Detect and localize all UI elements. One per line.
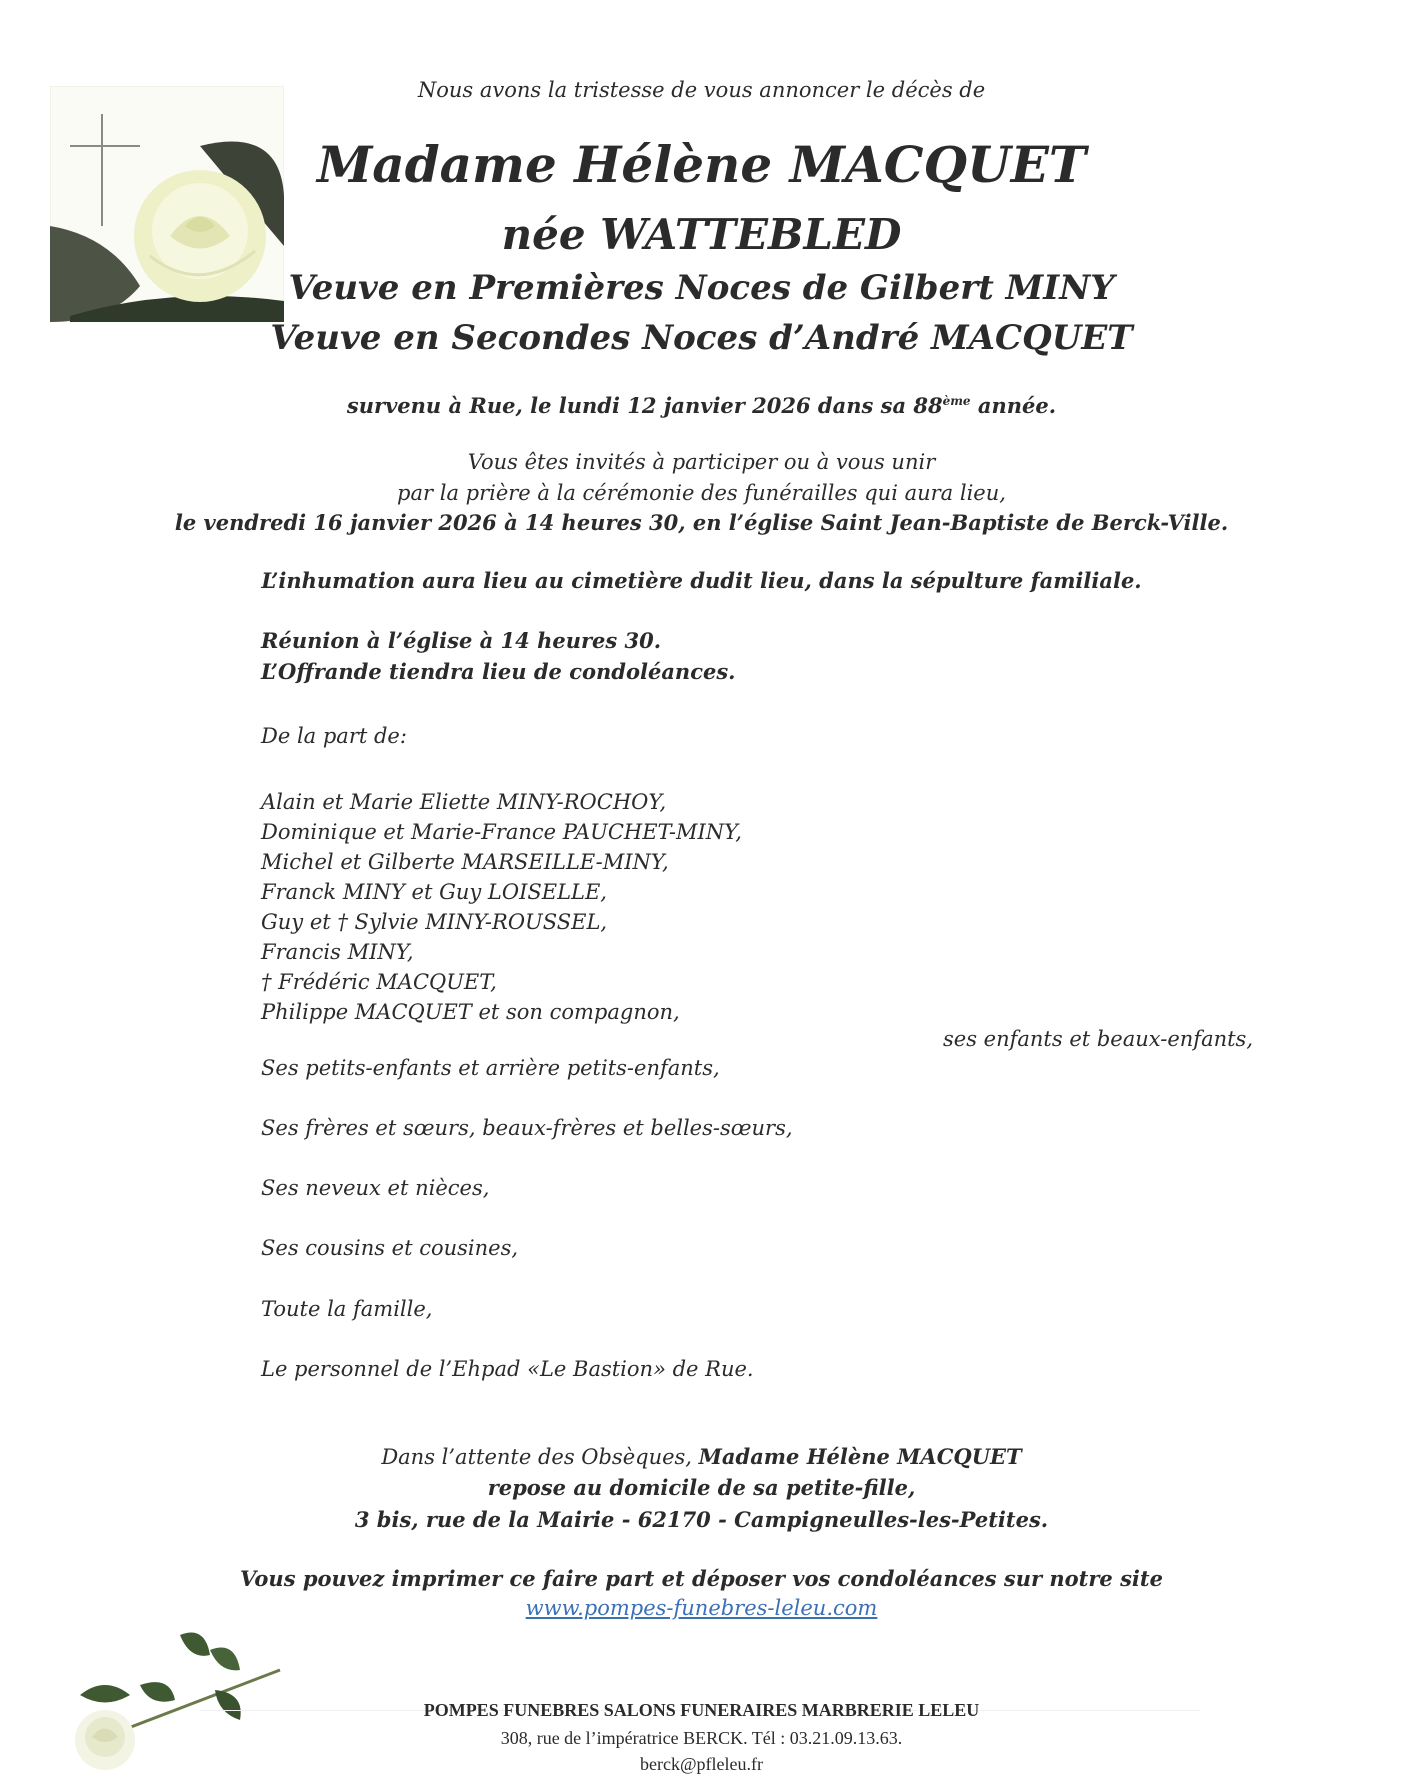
intro-text: Nous avons la tristesse de vous annoncer le décès de xyxy=(417,78,986,102)
family-member: Dominique et Marie-France PAUCHET-MINY, xyxy=(261,820,742,844)
invitation-line-1: Vous êtes invités à participer ou à vous unir xyxy=(467,450,936,474)
family-member: Franck MINY et Guy LOISELLE, xyxy=(261,880,607,904)
death-superscript: ème xyxy=(942,394,971,408)
children-label: ses enfants et beaux-enfants, xyxy=(943,1027,1254,1051)
death-details xyxy=(0,393,1403,418)
inhumation-text: L’inhumation aura lieu au cimetière dudit lieu, dans la sépulture familiale. xyxy=(261,568,1142,593)
family-member: † Frédéric MACQUET, xyxy=(261,970,497,994)
offrande-text: L’Offrande tiendra lieu de condoléances. xyxy=(261,659,736,684)
first-marriage: Veuve en Premières Noces de Gilbert MINY xyxy=(288,268,1115,308)
relatives-siblings: Ses frères et sœurs, beaux-frères et belles-sœurs, xyxy=(261,1116,793,1140)
attente-line-1 xyxy=(0,1444,1403,1469)
relatives-staff: Le personnel de l’Ehpad «Le Bastion» de Rue. xyxy=(261,1357,754,1381)
de-la-part-text: De la part de: xyxy=(261,724,407,748)
attente-name: Madame Hélène MACQUET xyxy=(698,1444,1022,1469)
reunion-text: Réunion à l’église à 14 heures 30. xyxy=(261,628,662,653)
invitation-line-3: le vendredi 16 janvier 2026 à 14 heures 30, en l’église Saint Jean-Baptiste de Berck-Ville. xyxy=(174,510,1229,535)
relatives-grandchildren: Ses petits-enfants et arrière petits-enfants, xyxy=(261,1056,720,1080)
website-link[interactable]: www.pompes-funebres-leleu.com xyxy=(525,1596,878,1620)
family-member: Philippe MACQUET et son compagnon, xyxy=(261,1000,680,1024)
invitation-line-2: par la prière à la cérémonie des funérailles qui aura lieu, xyxy=(397,481,1006,505)
family-member: Michel et Gilberte MARSEILLE-MINY, xyxy=(261,850,669,874)
white-rose-image xyxy=(70,1615,285,1775)
print-notice: Vous pouvez imprimer ce faire part et déposer vos condoléances sur notre site xyxy=(240,1566,1163,1591)
relatives-cousins: Ses cousins et cousines, xyxy=(261,1236,519,1260)
family-list xyxy=(261,787,742,1027)
family-member: Alain et Marie Eliette MINY-ROCHOY, xyxy=(261,790,667,814)
relatives-family: Toute la famille, xyxy=(261,1297,433,1321)
deceased-name: Madame Hélène MACQUET xyxy=(316,135,1087,194)
attente-line-2: repose au domicile de sa petite-fille, xyxy=(487,1475,916,1500)
attente-address: 3 bis, rue de la Mairie - 62170 - Campigneulles-les-Petites. xyxy=(354,1507,1049,1532)
family-member: Guy et † Sylvie MINY-ROUSSEL, xyxy=(261,910,608,934)
second-marriage: Veuve en Secondes Noces d’André MACQUET xyxy=(270,318,1133,358)
company-email[interactable]: berck@pfleleu.fr xyxy=(639,1754,763,1774)
death-text-after: année. xyxy=(970,393,1057,418)
company-name: POMPES FUNEBRES SALONS FUNERAIRES MARBRERIE LELEU xyxy=(423,1700,980,1720)
maiden-name: née WATTEBLED xyxy=(501,210,902,259)
relatives-nephews: Ses neveux et nièces, xyxy=(261,1176,490,1200)
death-text-before: survenu à Rue, le lundi 12 janvier 2026 dans sa 88 xyxy=(346,393,943,418)
attente-prefix: Dans l’attente des Obsèques, xyxy=(381,1445,699,1469)
company-address: 308, rue de l’impératrice BERCK. Tél : 03.21.09.13.63. xyxy=(500,1728,903,1748)
family-member: Francis MINY, xyxy=(261,940,414,964)
